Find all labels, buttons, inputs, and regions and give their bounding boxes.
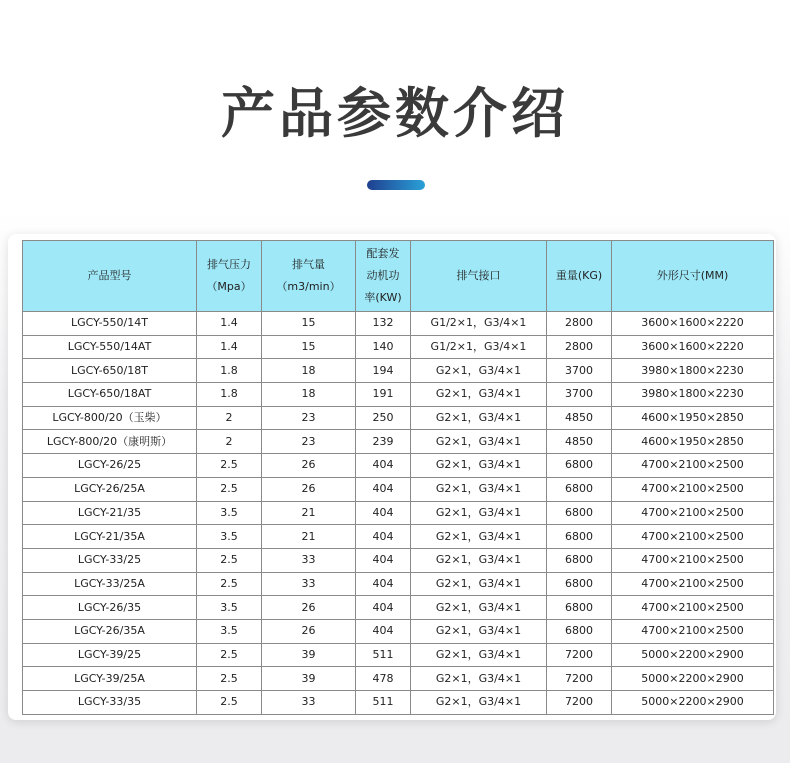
table-cell-pressure: 3.5 [197, 619, 262, 643]
table-cell-flow: 26 [262, 454, 356, 478]
table-cell-flow: 18 [262, 359, 356, 383]
table-cell-outlet: G2×1，G3/4×1 [411, 596, 547, 620]
column-header-line: 外形尺寸(MM) [656, 269, 729, 282]
table-cell-dimensions: 3600×1600×2220 [612, 312, 774, 336]
table-cell-model: LGCY-800/20（玉柴） [23, 406, 197, 430]
table-cell-model: LGCY-39/25A [23, 667, 197, 691]
title-underline-accent [367, 180, 425, 190]
table-cell-weight: 6800 [547, 572, 612, 596]
table-row [23, 383, 774, 407]
table-row [23, 572, 774, 596]
table-cell-power: 404 [356, 477, 411, 501]
table-cell-flow: 21 [262, 525, 356, 549]
table-cell-weight: 2800 [547, 312, 612, 336]
table-cell-flow: 26 [262, 596, 356, 620]
table-cell-flow: 33 [262, 572, 356, 596]
table-cell-flow: 23 [262, 406, 356, 430]
table-cell-dimensions: 4700×2100×2500 [612, 596, 774, 620]
column-header-line: 产品型号 [87, 269, 132, 282]
table-cell-model: LGCY-33/35 [23, 691, 197, 715]
table-row [23, 548, 774, 572]
column-header-line: 动机功 [366, 269, 400, 282]
table-cell-outlet: G2×1，G3/4×1 [411, 430, 547, 454]
table-cell-power: 478 [356, 667, 411, 691]
column-header-line: （m3/min） [276, 280, 341, 293]
table-row [23, 477, 774, 501]
table-cell-pressure: 1.8 [197, 359, 262, 383]
table-cell-power: 250 [356, 406, 411, 430]
table-cell-outlet: G2×1，G3/4×1 [411, 525, 547, 549]
table-row [23, 525, 774, 549]
table-cell-model: LGCY-800/20（康明斯） [23, 430, 197, 454]
table-row [23, 406, 774, 430]
table-cell-power: 404 [356, 619, 411, 643]
table-cell-power: 404 [356, 596, 411, 620]
table-cell-flow: 15 [262, 335, 356, 359]
table-cell-model: LGCY-39/25 [23, 643, 197, 667]
column-header-pressure [197, 241, 262, 312]
table-cell-pressure: 1.4 [197, 335, 262, 359]
table-cell-pressure: 2 [197, 430, 262, 454]
column-header-outlet [411, 241, 547, 312]
column-header-flow [262, 241, 356, 312]
table-cell-dimensions: 3980×1800×2230 [612, 359, 774, 383]
table-cell-model: LGCY-33/25 [23, 548, 197, 572]
table-cell-flow: 39 [262, 667, 356, 691]
table-cell-flow: 33 [262, 691, 356, 715]
table-cell-pressure: 2.5 [197, 454, 262, 478]
table-cell-flow: 21 [262, 501, 356, 525]
column-header-weight [547, 241, 612, 312]
column-header-dimensions [612, 241, 774, 312]
table-row [23, 359, 774, 383]
table-cell-weight: 3700 [547, 359, 612, 383]
table-cell-weight: 6800 [547, 477, 612, 501]
table-cell-model: LGCY-550/14T [23, 312, 197, 336]
table-cell-power: 511 [356, 691, 411, 715]
table-cell-weight: 2800 [547, 335, 612, 359]
table-cell-flow: 33 [262, 548, 356, 572]
table-row [23, 312, 774, 336]
table-row [23, 335, 774, 359]
table-cell-weight: 4850 [547, 430, 612, 454]
table-cell-outlet: G2×1，G3/4×1 [411, 383, 547, 407]
column-header-model [23, 241, 197, 312]
table-cell-outlet: G1/2×1，G3/4×1 [411, 335, 547, 359]
table-cell-model: LGCY-26/25 [23, 454, 197, 478]
table-header [23, 241, 774, 312]
table-cell-outlet: G2×1，G3/4×1 [411, 667, 547, 691]
table-cell-power: 140 [356, 335, 411, 359]
table-cell-weight: 3700 [547, 383, 612, 407]
table-cell-pressure: 1.8 [197, 383, 262, 407]
table-cell-dimensions: 4600×1950×2850 [612, 430, 774, 454]
table-cell-dimensions: 4700×2100×2500 [612, 525, 774, 549]
table-cell-pressure: 1.4 [197, 312, 262, 336]
table-cell-model: LGCY-26/35 [23, 596, 197, 620]
column-header-line: 配套发 [366, 247, 400, 260]
table-cell-power: 132 [356, 312, 411, 336]
table-cell-flow: 39 [262, 643, 356, 667]
table-row [23, 667, 774, 691]
column-header-line: 排气压力 [207, 258, 251, 271]
column-header-line: 率(KW) [364, 291, 402, 304]
table-cell-flow: 18 [262, 383, 356, 407]
table-cell-pressure: 3.5 [197, 525, 262, 549]
table-cell-weight: 6800 [547, 501, 612, 525]
table-cell-weight: 6800 [547, 596, 612, 620]
table-row [23, 619, 774, 643]
table-cell-power: 404 [356, 572, 411, 596]
table-cell-weight: 7200 [547, 643, 612, 667]
table-cell-model: LGCY-650/18AT [23, 383, 197, 407]
table-cell-power: 239 [356, 430, 411, 454]
table-row [23, 430, 774, 454]
table-cell-dimensions: 4700×2100×2500 [612, 548, 774, 572]
table-cell-power: 404 [356, 548, 411, 572]
table-cell-dimensions: 4700×2100×2500 [612, 619, 774, 643]
table-cell-dimensions: 5000×2200×2900 [612, 691, 774, 715]
table-cell-outlet: G2×1，G3/4×1 [411, 477, 547, 501]
table-cell-outlet: G2×1，G3/4×1 [411, 548, 547, 572]
table-cell-flow: 23 [262, 430, 356, 454]
table-body [23, 312, 774, 715]
table-cell-dimensions: 5000×2200×2900 [612, 667, 774, 691]
page-title: 产品参数介绍 [221, 82, 569, 145]
table-cell-power: 404 [356, 454, 411, 478]
table-cell-flow: 15 [262, 312, 356, 336]
table-cell-dimensions: 3980×1800×2230 [612, 383, 774, 407]
table-cell-outlet: G2×1，G3/4×1 [411, 359, 547, 383]
table-row [23, 691, 774, 715]
table-cell-outlet: G2×1，G3/4×1 [411, 406, 547, 430]
table-cell-model: LGCY-550/14AT [23, 335, 197, 359]
table-cell-model: LGCY-21/35 [23, 501, 197, 525]
column-header-line: 重量(KG) [555, 269, 603, 282]
table-cell-weight: 6800 [547, 525, 612, 549]
table-cell-pressure: 3.5 [197, 596, 262, 620]
table-cell-model: LGCY-650/18T [23, 359, 197, 383]
table-cell-power: 511 [356, 643, 411, 667]
table-cell-dimensions: 4600×1950×2850 [612, 406, 774, 430]
table-cell-dimensions: 5000×2200×2900 [612, 643, 774, 667]
table-cell-power: 404 [356, 501, 411, 525]
table-cell-weight: 6800 [547, 619, 612, 643]
table-cell-weight: 6800 [547, 454, 612, 478]
table-cell-pressure: 2.5 [197, 691, 262, 715]
table-cell-power: 404 [356, 525, 411, 549]
table-cell-pressure: 2 [197, 406, 262, 430]
table-cell-pressure: 2.5 [197, 572, 262, 596]
table-cell-model: LGCY-26/25A [23, 477, 197, 501]
table-cell-pressure: 2.5 [197, 477, 262, 501]
table-cell-pressure: 3.5 [197, 501, 262, 525]
table-cell-dimensions: 4700×2100×2500 [612, 454, 774, 478]
table-cell-pressure: 2.5 [197, 667, 262, 691]
column-header-line: 排气量 [292, 258, 325, 271]
table-cell-dimensions: 4700×2100×2500 [612, 572, 774, 596]
table-cell-weight: 6800 [547, 548, 612, 572]
table-cell-dimensions: 3600×1600×2220 [612, 335, 774, 359]
table-cell-outlet: G2×1，G3/4×1 [411, 501, 547, 525]
table-cell-dimensions: 4700×2100×2500 [612, 477, 774, 501]
table-cell-model: LGCY-33/25A [23, 572, 197, 596]
table-cell-outlet: G2×1，G3/4×1 [411, 691, 547, 715]
table-cell-outlet: G2×1，G3/4×1 [411, 643, 547, 667]
table-cell-outlet: G2×1，G3/4×1 [411, 619, 547, 643]
table-cell-pressure: 2.5 [197, 643, 262, 667]
product-spec-table [22, 240, 774, 715]
table-row [23, 454, 774, 478]
table-row [23, 643, 774, 667]
table-row [23, 501, 774, 525]
column-header-line: 排气接口 [456, 269, 501, 282]
table-cell-outlet: G1/2×1，G3/4×1 [411, 312, 547, 336]
table-cell-model: LGCY-21/35A [23, 525, 197, 549]
table-cell-outlet: G2×1，G3/4×1 [411, 572, 547, 596]
table-cell-model: LGCY-26/35A [23, 619, 197, 643]
table-cell-dimensions: 4700×2100×2500 [612, 501, 774, 525]
header-row [23, 241, 774, 312]
table-cell-weight: 7200 [547, 691, 612, 715]
table-cell-outlet: G2×1，G3/4×1 [411, 454, 547, 478]
column-header-line: （Mpa） [206, 280, 252, 293]
table-cell-flow: 26 [262, 619, 356, 643]
table-cell-pressure: 2.5 [197, 548, 262, 572]
table-cell-weight: 7200 [547, 667, 612, 691]
table-cell-power: 194 [356, 359, 411, 383]
table-cell-power: 191 [356, 383, 411, 407]
table-row [23, 596, 774, 620]
table-cell-flow: 26 [262, 477, 356, 501]
table-cell-weight: 4850 [547, 406, 612, 430]
column-header-power [356, 241, 411, 312]
